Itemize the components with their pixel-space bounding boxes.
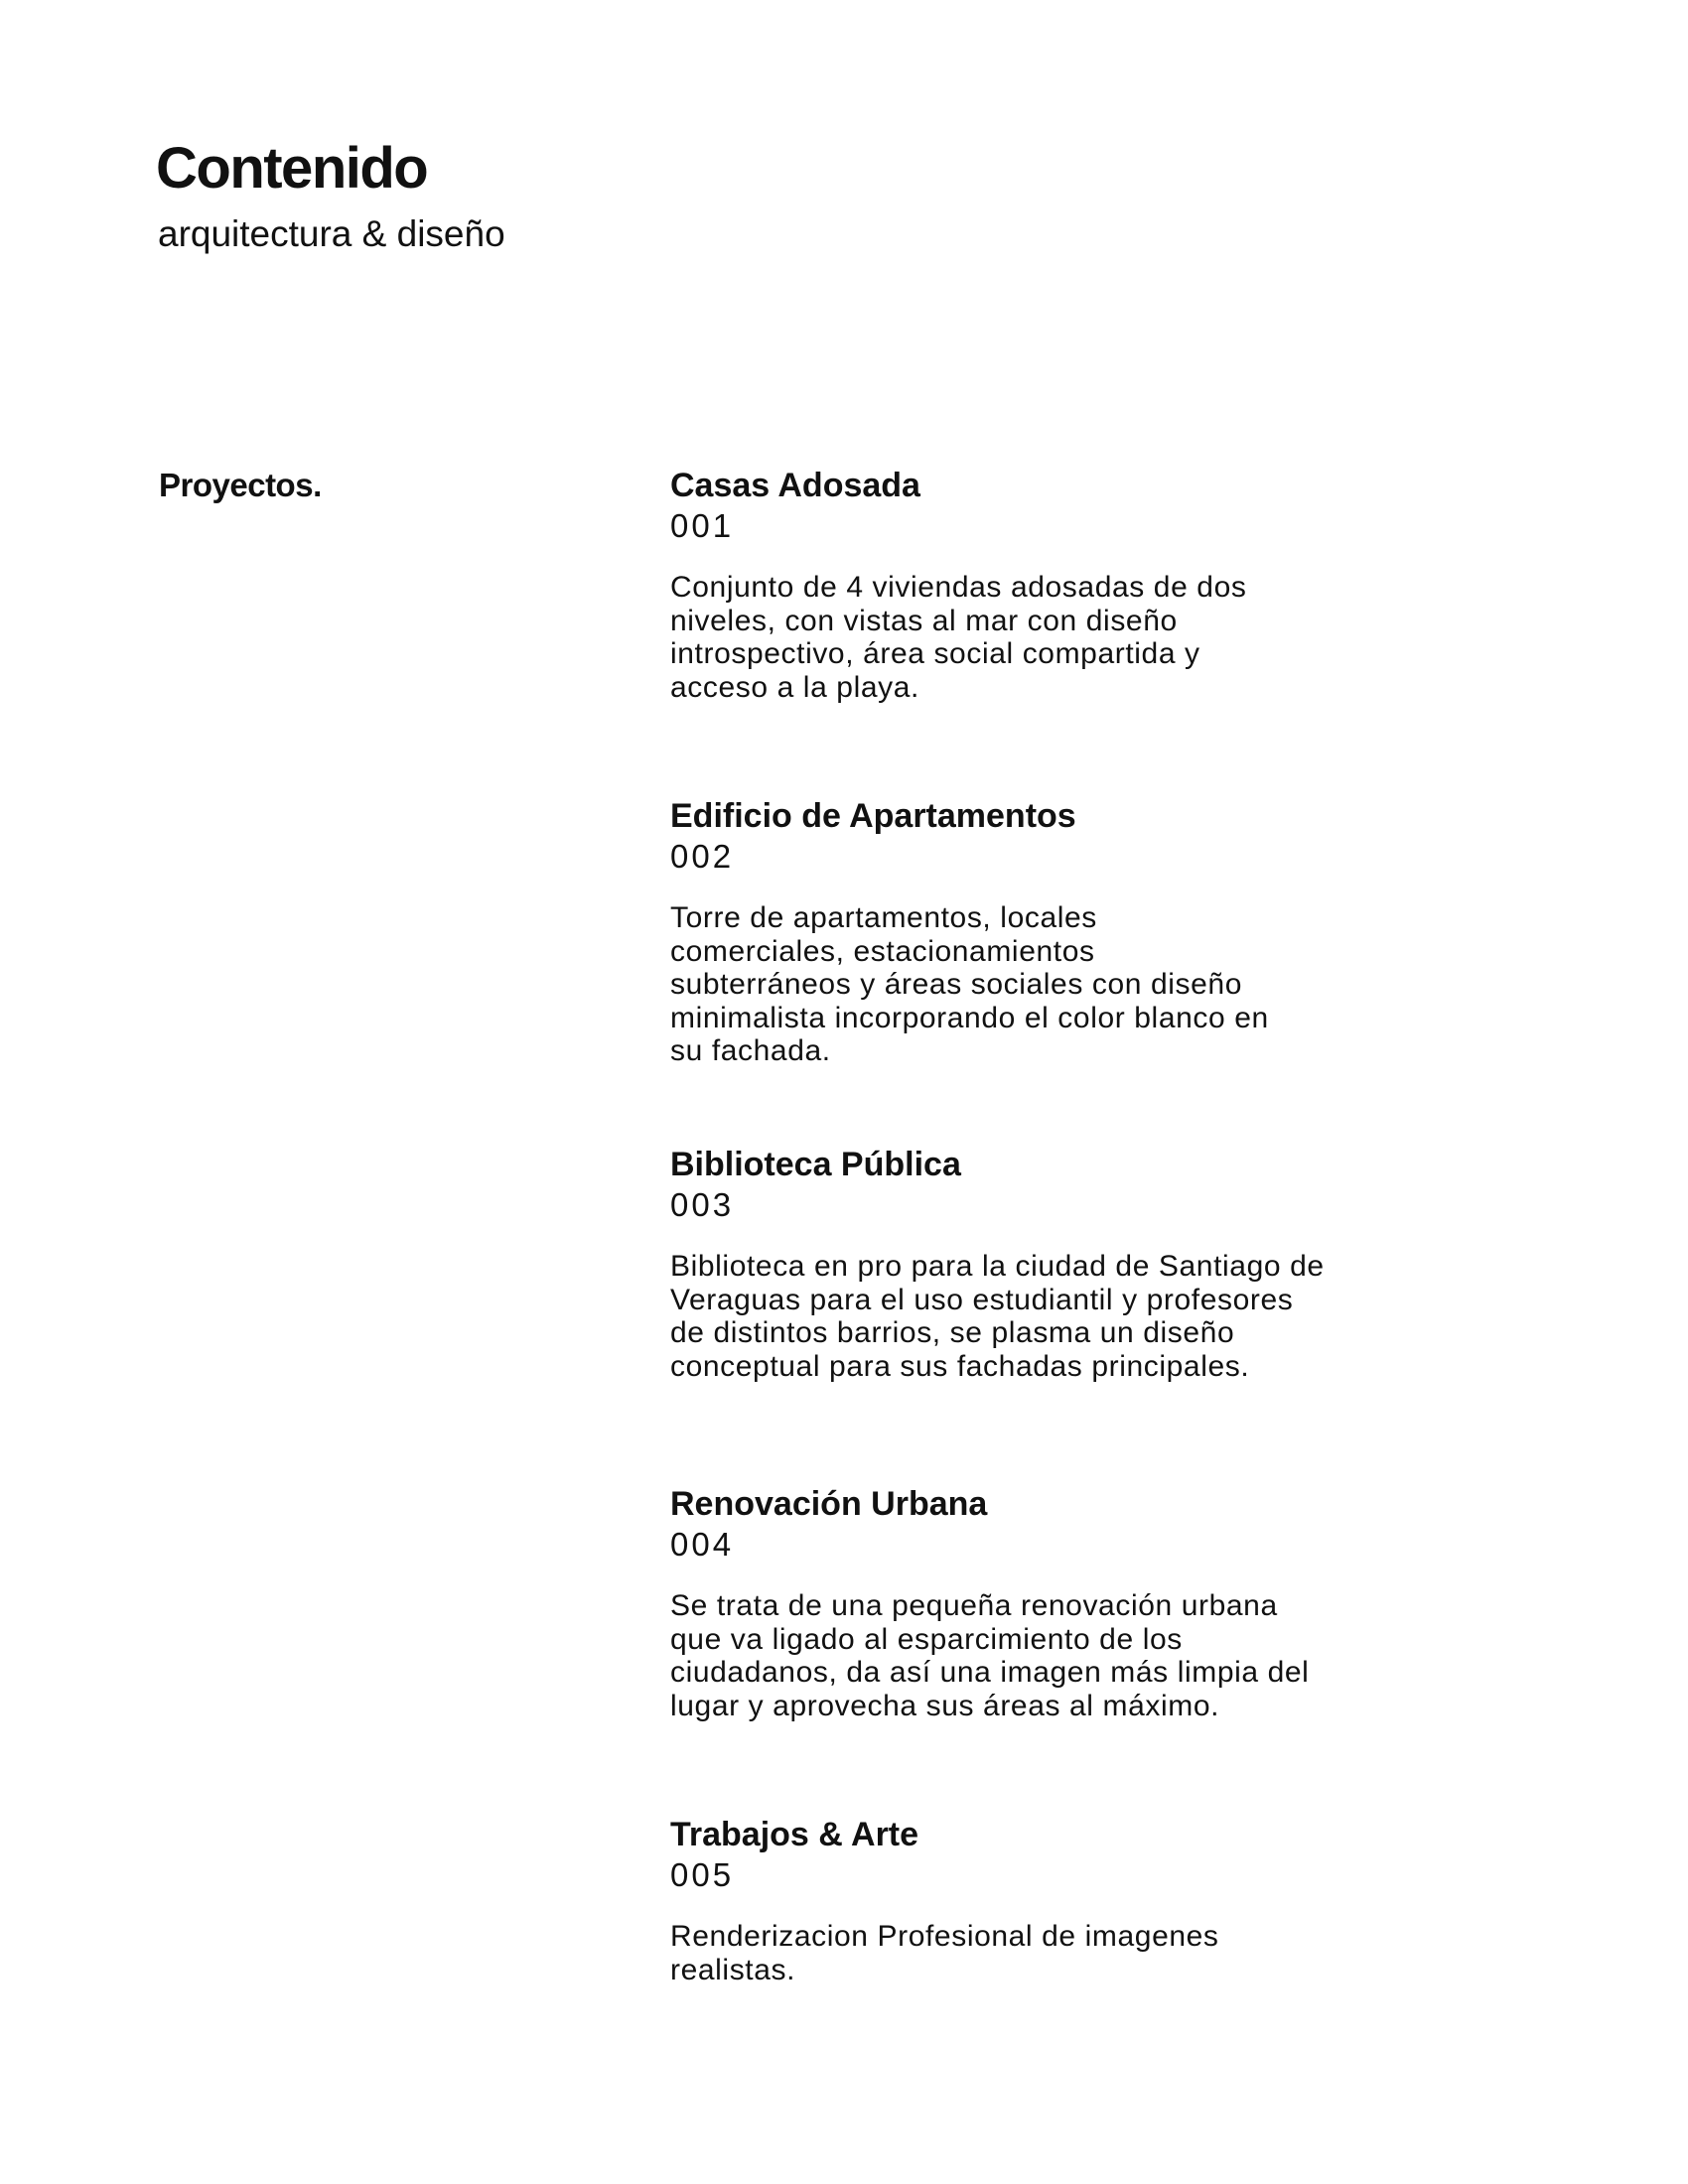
project-number: 001 [670,507,735,545]
project-entry-001 [670,467,1405,704]
project-title: Renovación Urbana [670,1485,988,1523]
project-title: Trabajos & Arte [670,1816,919,1853]
project-description: Biblioteca en pro para la ciudad de Santiago de Veraguas para el uso estudiantil y profesores de distintos barrios, se plasma un diseño conceptual para sus fachadas principales. [670,1250,1325,1383]
project-number: 003 [670,1186,735,1224]
project-title: Edificio de Apartamentos [670,797,1076,835]
project-description: Conjunto de 4 viviendas adosadas de dos niveles, con vistas al mar con diseño introspectivo, área social compartida y acceso a la playa. [670,571,1247,704]
page-title: Contenido [156,136,428,201]
project-title: Biblioteca Pública [670,1146,961,1183]
project-description: Se trata de una pequeña renovación urbana que va ligado al esparcimiento de los ciudadanos, da así una imagen más limpia del lugar y aprovecha sus áreas al máximo. [670,1589,1310,1722]
project-entry-005 [670,1816,1405,1986]
project-entry-002 [670,797,1405,1068]
project-number: 004 [670,1526,735,1564]
project-description: Renderizacion Profesional de imagenes realistas. [670,1920,1219,1986]
project-number: 005 [670,1856,735,1894]
project-number: 002 [670,838,735,876]
project-entry-004 [670,1485,1405,1722]
page-subtitle: arquitectura & diseño [158,213,505,254]
project-description: Torre de apartamentos, locales comerciales, estacionamientos subterráneos y áreas sociales con diseño minimalista incorporando el color blanco en su fachada. [670,901,1269,1068]
project-title: Casas Adosada [670,467,920,504]
project-entry-003 [670,1146,1405,1383]
section-label-projects: Proyectos. [159,467,322,503]
